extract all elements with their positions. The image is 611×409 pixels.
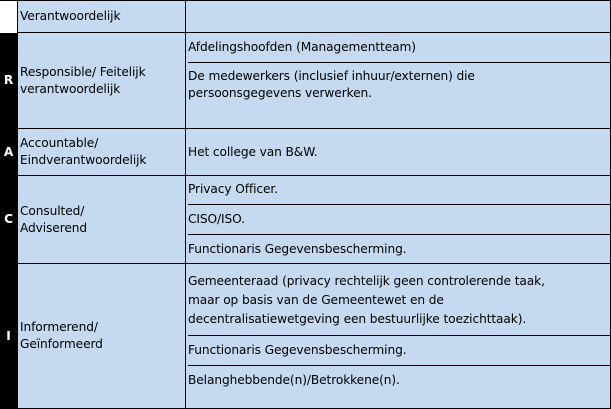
role-cell-informed <box>18 264 186 409</box>
description-cell-consulted <box>186 176 611 264</box>
role-label-line: Adviserend <box>20 220 88 235</box>
description-line: maar op basis van de Gemeentewet en de <box>188 293 444 307</box>
description-entry <box>188 366 610 392</box>
description-line: De medewerkers (inclusief inhuur/externen) die <box>188 69 475 83</box>
description-line: Afdelingshoofden (Managementteam) <box>188 40 416 54</box>
description-entry <box>188 144 610 161</box>
raci-letter-a: A <box>0 129 18 176</box>
role-cell-consulted <box>18 176 186 264</box>
role-cell-responsible <box>18 33 186 129</box>
description-line: decentralisatiewetgeving een bestuurlijke toezichttaak). <box>188 312 527 326</box>
description-cell-informed <box>186 264 611 409</box>
role-label-line: Consulted/ <box>20 203 85 218</box>
role-label-line: Eindverantwoordelijk <box>20 153 147 167</box>
description-line: Belanghebbende(n)/Betrokkene(n). <box>188 373 400 387</box>
description-entry <box>188 336 610 366</box>
role-label-line: verantwoordelijk <box>20 81 121 96</box>
description-entry <box>188 235 610 263</box>
role-label-line: Responsible/ Feitelijk <box>20 64 146 79</box>
description-line: Functionaris Gegevensbescherming. <box>188 242 407 256</box>
raci-row-informed <box>0 264 611 409</box>
description-line: Gemeenteraad (privacy rechtelijk geen controlerende taak, <box>188 274 545 288</box>
description-entry <box>188 33 610 63</box>
description-line: CISO/ISO. <box>188 212 245 226</box>
description-line: persoonsgegevens verwerken. <box>188 86 372 100</box>
raci-letter-r: R <box>0 33 18 129</box>
description-entry <box>188 264 610 336</box>
role-label-line: Geïnformeerd <box>20 337 103 351</box>
description-cell-responsible <box>186 33 611 129</box>
description-entry <box>188 63 610 107</box>
raci-row-accountable <box>0 129 611 176</box>
header-letter-cell <box>0 1 18 33</box>
raci-letter-c: C <box>0 176 18 264</box>
description-entry <box>188 176 610 205</box>
header-role-cell: Verantwoordelijk <box>18 1 186 33</box>
header-description-cell <box>186 1 611 33</box>
description-entry <box>188 205 610 235</box>
description-line: Privacy Officer. <box>188 182 278 196</box>
role-label-line: Accountable/ <box>20 136 99 150</box>
role-cell-accountable <box>18 129 186 176</box>
header-row <box>0 1 611 33</box>
raci-row-consulted <box>0 176 611 264</box>
description-line: Het college van B&W. <box>188 144 318 159</box>
raci-letter-i: I <box>0 264 18 409</box>
role-label-line: Informerend/ <box>20 320 98 334</box>
description-line: Functionaris Gegevensbescherming. <box>188 343 407 357</box>
raci-row-responsible <box>0 33 611 129</box>
description-cell-accountable <box>186 129 611 176</box>
